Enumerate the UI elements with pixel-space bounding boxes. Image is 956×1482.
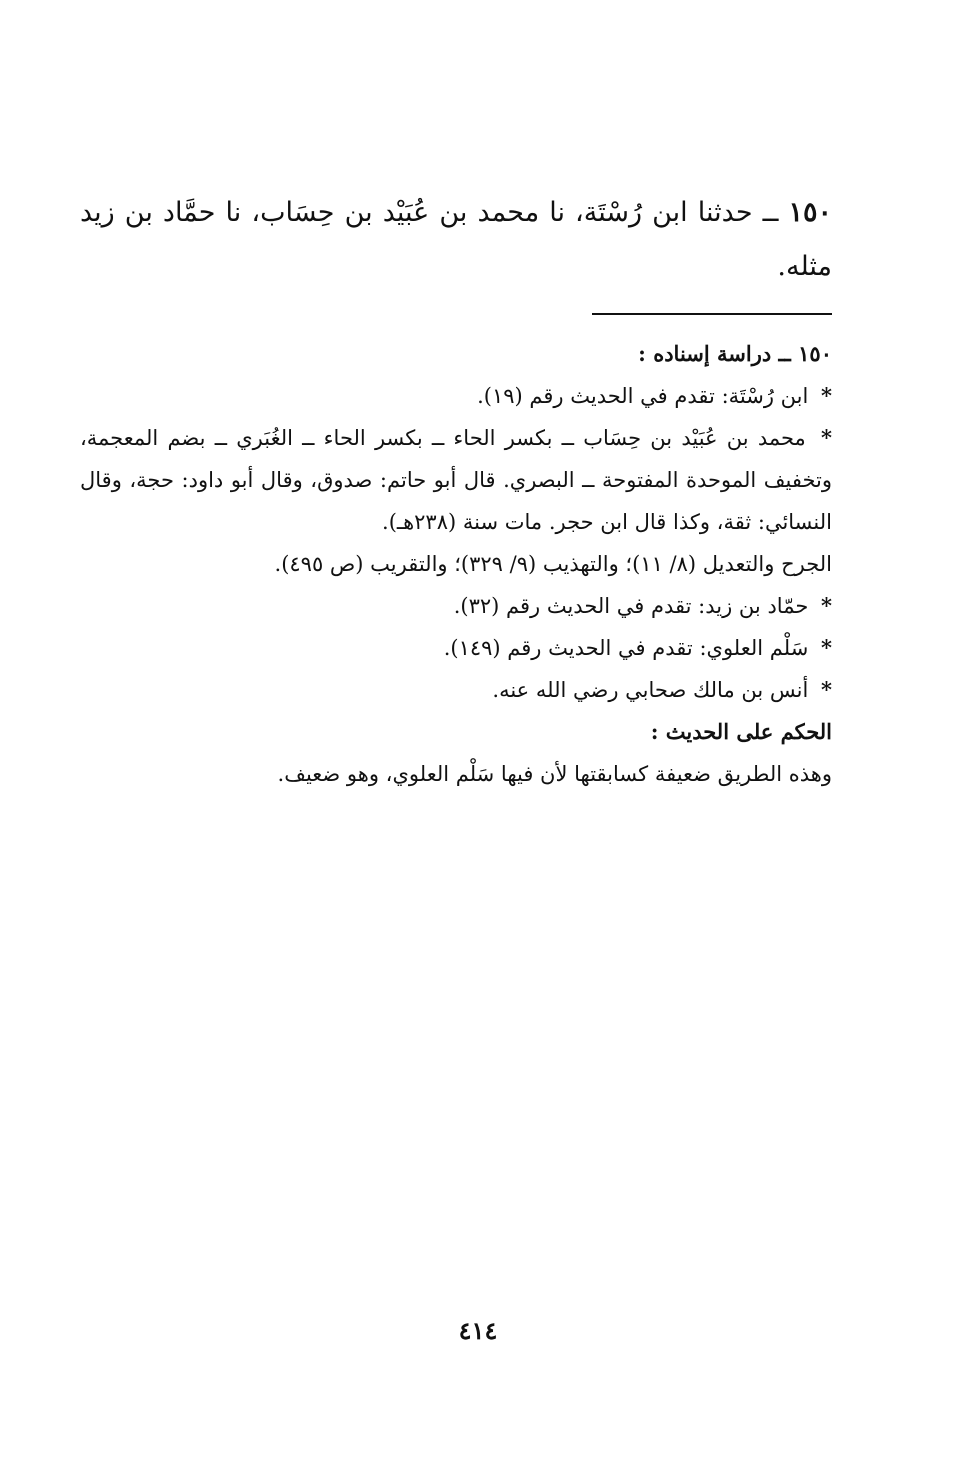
narrator-note (80, 417, 832, 543)
narrator-note-text: محمد بن عُبَيْد بن حِسَاب ــ بكسر الحاء ــ بكسر الحاء ــ الغُبَري ــ بضم المعجمة، وتخفيف الموحدة المفتوحة ــ البصري. قال أبو حاتم: صدوق، وقال أبو داود: حجة، وقال النسائي: ثقة، وكذا قال ابن حجر. مات سنة (٢٣٨هـ). (80, 426, 832, 534)
narrator-note (80, 627, 832, 669)
bullet-asterisk: * (821, 383, 832, 408)
judgment-heading: الحكم على الحديث : (650, 719, 832, 744)
footnote-separator (592, 313, 832, 315)
bullet-asterisk: * (821, 677, 832, 702)
hadith-number: ١٥٠ (788, 197, 832, 228)
narrator-note-text: سَلْم العلوي: تقدم في الحديث رقم (١٤٩). (443, 636, 809, 660)
narrator-note-text: أنس بن مالك صحابي رضي الله عنه. (492, 678, 809, 702)
page-number: ٤١٤ (458, 1316, 498, 1345)
hadith-text (80, 186, 832, 294)
narrator-note (80, 669, 832, 711)
narrator-note (80, 375, 832, 417)
bullet-asterisk: * (821, 635, 832, 660)
judgment-text: وهذه الطريق ضعيفة كسابقتها لأن فيها سَلْم العلوي، وهو ضعيف. (277, 762, 832, 786)
isnad-study (80, 333, 832, 795)
references-line: الجرح والتعديل (٨/ ١١)؛ والتهذيب (٩/ ٣٢٩)؛ والتقريب (ص ٤٩٥). (274, 552, 832, 576)
narrator-note-text: ابن رُسْتَة: تقدم في الحديث رقم (١٩). (477, 384, 809, 408)
hadith-body: ــ حدثنا ابن رُسْتَة، نا محمد بن عُبَيْد بن حِسَاب، نا حمَّاد بن زيد مثله. (80, 197, 832, 282)
bullet-asterisk: * (821, 593, 832, 618)
narrator-note-text: حمّاد بن زيد: تقدم في الحديث رقم (٣٢). (453, 594, 809, 618)
narrator-note (80, 585, 832, 627)
isnad-study-heading: ١٥٠ ــ دراسة إسناده : (638, 341, 832, 366)
bullet-asterisk: * (821, 425, 832, 450)
